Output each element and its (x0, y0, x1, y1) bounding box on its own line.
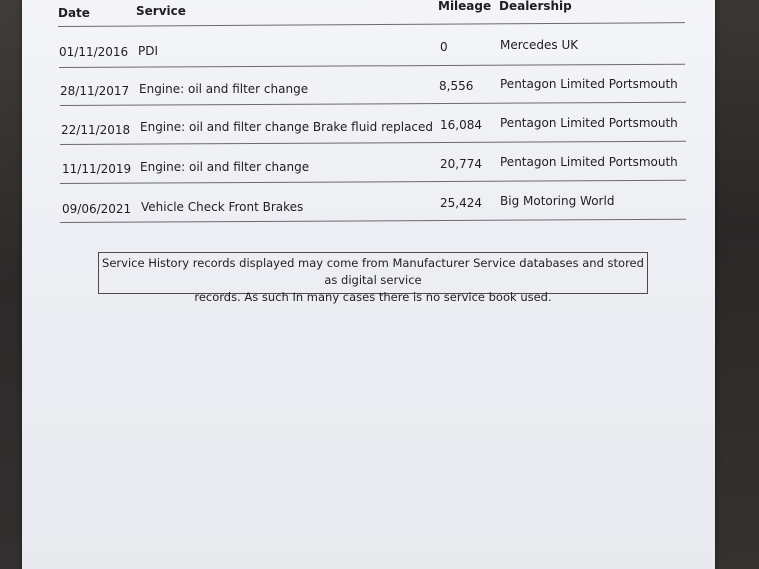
row-service: PDI (138, 44, 159, 58)
row-service: Engine: oil and filter change (139, 82, 309, 96)
header-mileage: Mileage (438, 0, 492, 13)
service-history-notice (98, 252, 648, 304)
row-date: 11/11/2019 (62, 162, 132, 176)
notice-line-1: Service History records displayed may come from Manufacturer Service databases and stored as digital service (102, 256, 644, 287)
header-date: Date (58, 6, 90, 20)
row-service: Engine: oil and filter change Brake fluid replaced (140, 120, 434, 134)
row-mileage: 25,424 (440, 196, 482, 210)
row-divider (60, 141, 686, 145)
header-divider (58, 22, 685, 27)
row-service: Vehicle Check Front Brakes (141, 200, 304, 214)
row-dealership: Mercedes UK (500, 38, 579, 52)
background-right (713, 0, 759, 569)
row-dealership: Pentagon Limited Portsmouth (500, 77, 678, 91)
row-divider (60, 180, 686, 184)
row-dealership: Pentagon Limited Portsmouth (500, 116, 678, 130)
row-mileage: 20,774 (440, 157, 482, 171)
row-date: 28/11/2017 (60, 84, 130, 98)
row-dealership: Pentagon Limited Portsmouth (500, 155, 678, 169)
row-date: 22/11/2018 (61, 123, 131, 137)
notice-line-2: records. As such In many cases there is no service book used. (194, 290, 552, 304)
row-mileage: 16,084 (440, 118, 482, 132)
row-divider (60, 102, 686, 106)
row-date: 09/06/2021 (62, 202, 132, 216)
row-dealership: Big Motoring World (500, 194, 615, 208)
service-history-page (22, 0, 715, 569)
row-divider (60, 219, 686, 223)
header-service: Service (136, 4, 186, 18)
row-date: 01/11/2016 (59, 45, 129, 59)
row-service: Engine: oil and filter change (140, 160, 310, 174)
row-mileage: 8,556 (439, 79, 474, 93)
header-dealership: Dealership (499, 0, 572, 13)
row-mileage: 0 (440, 40, 448, 54)
row-divider (59, 64, 685, 68)
